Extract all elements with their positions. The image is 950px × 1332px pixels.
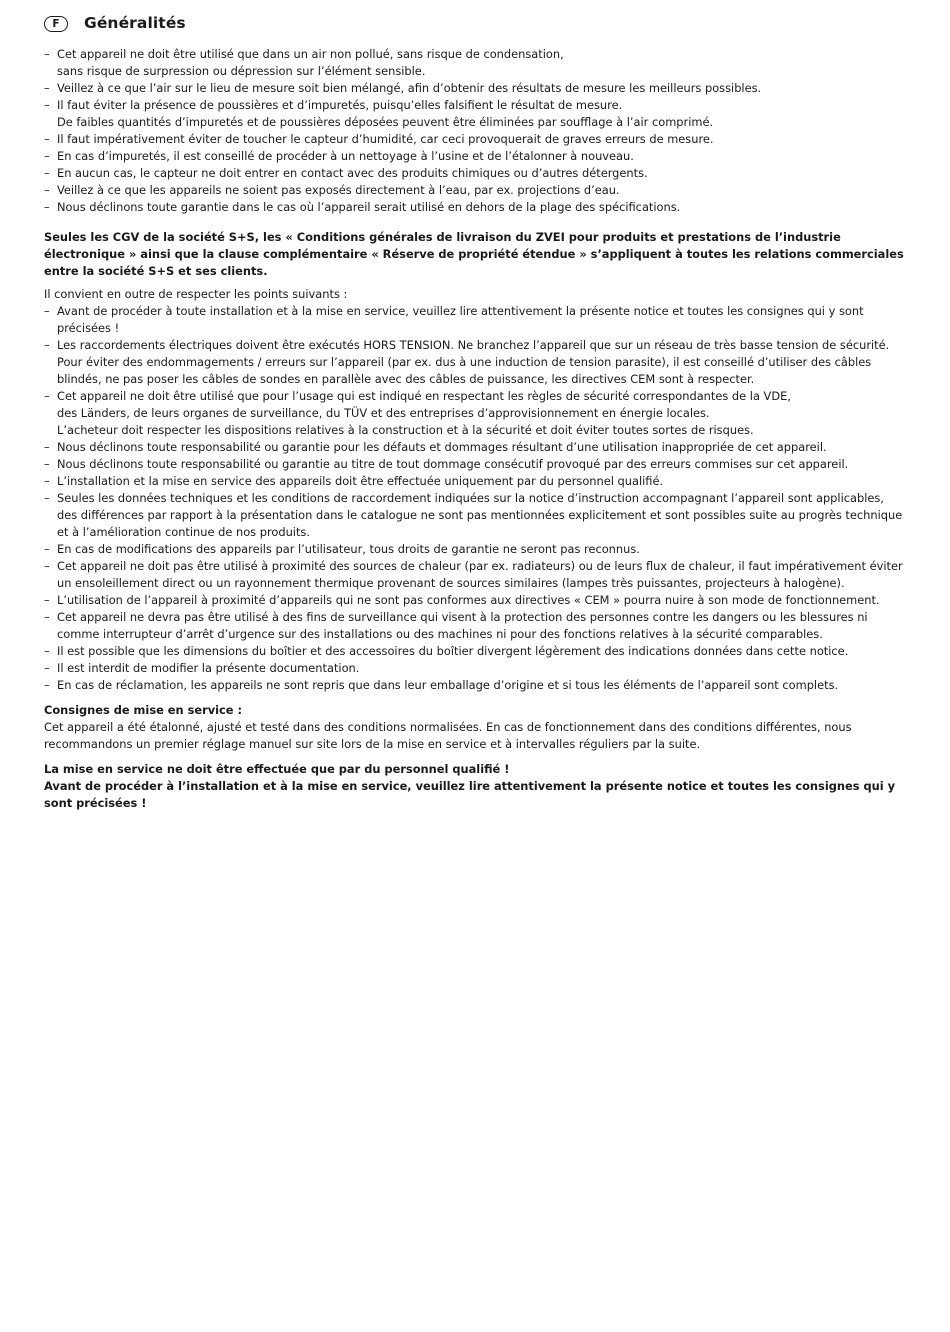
consignes-text: Cet appareil a été étalonné, ajusté et testé dans des conditions normalisées. En cas de fonctionnement dans des conditions différentes, nous recommandons un premier réglage manuel sur site lors de la mise en service et à intervalles réguliers par la suite. <box>44 720 852 751</box>
points-intro: Il convient en outre de respecter les points suivants : <box>44 287 348 301</box>
final-notice <box>44 761 906 812</box>
list-item: – Seules les données techniques et les conditions de raccordement indiquées sur la notice d’instruction accompagnant l’appareil sont applicables, des différences par rapport à la présentation dans le catalogue ne sont pas mentionnées explicitement et sont possibles suite au progrès technique et à l’amélioration continue de nos produits. <box>44 490 906 541</box>
language-badge: F <box>44 16 68 32</box>
list-item: – Nous déclinons toute responsabilité ou garantie au titre de tout dommage consécutif provoqué par des erreurs commises sur cet appareil. <box>44 456 906 473</box>
list-item: – Veillez à ce que les appareils ne soient pas exposés directement à l’eau, par ex. projections d’eau. <box>44 182 906 199</box>
list-item: – Cet appareil ne devra pas être utilisé à des fins de surveillance qui visent à la protection des personnes contre les dangers ou les blessures ni comme interrupteur d’arrêt d’urgence sur des installations ou des machines ni pour des fonctions relatives à la sécurité comparables. <box>44 609 906 643</box>
section-header <box>44 0 906 46</box>
list-item: – L’utilisation de l’appareil à proximité d’appareils qui ne sont pas conformes aux directives « CEM » pourra nuire à son mode de fonctionnement. <box>44 592 906 609</box>
general-precautions-list <box>44 46 906 216</box>
list-item: – Nous déclinons toute responsabilité ou garantie pour les défauts et dommages résultant d’une utilisation inappropriée de cet appareil. <box>44 439 906 456</box>
list-item: – Cet appareil ne doit être utilisé que dans un air non pollué, sans risque de condensation, sans risque de surpression ou dépression sur l’élément sensible. <box>44 46 906 80</box>
points-list <box>44 303 906 694</box>
list-item: – Les raccordements électriques doivent être exécutés HORS TENSION. Ne branchez l’appareil que sur un réseau de très basse tension de sécurité. Pour éviter des endommagements / erreurs sur l’appareil (par ex. dus à une induction de tension parasite), il est conseillé d’utiliser des câbles blindés, ne pas poser les câbles de sondes en parallèle avec des câbles de puissance, les directives CEM sont à respecter. <box>44 337 906 388</box>
page-title: Généralités <box>84 14 186 32</box>
list-item: – En cas d’impuretés, il est conseillé de procéder à un nettoyage à l’usine et de l’étalonner à nouveau. <box>44 148 906 165</box>
list-item: – Il est possible que les dimensions du boîtier et des accessoires du boîtier divergent légèrement des indications données dans cette notice. <box>44 643 906 660</box>
list-item: – En aucun cas, le capteur ne doit entrer en contact avec des produits chimiques ou d’autres détergents. <box>44 165 906 182</box>
list-item: – Cet appareil ne doit pas être utilisé à proximité des sources de chaleur (par ex. radiateurs) ou de leurs flux de chaleur, il faut impérativement éviter un ensoleillement direct ou un rayonnement thermique provenant de sources similaires (lampes très puissantes, projecteurs à halogène). <box>44 558 906 592</box>
list-item: – Avant de procéder à toute installation et à la mise en service, veuillez lire attentivement la présente notice et toutes les consignes qui y sont précisées ! <box>44 303 906 337</box>
consignes-title: Consignes de mise en service : <box>44 703 243 717</box>
list-item: – Il faut impérativement éviter de toucher le capteur d’humidité, car ceci provoquerait de graves erreurs de mesure. <box>44 131 906 148</box>
final-notice-line: Avant de procéder à l’installation et à la mise en service, veuillez lire attentivement la présente notice et toutes les consignes qui y sont précisées ! <box>44 779 896 810</box>
final-notice-line: La mise en service ne doit être effectuée que par du personnel qualifié ! <box>44 762 510 776</box>
list-item: – En cas de modifications des appareils par l’utilisateur, tous droits de garantie ne seront pas reconnus. <box>44 541 906 558</box>
list-item: – Veillez à ce que l’air sur le lieu de mesure soit bien mélangé, afin d’obtenir des résultats de mesure les meilleurs possibles. <box>44 80 906 97</box>
list-item: – Il faut éviter la présence de poussières et d’impuretés, puisqu’elles falsifient le résultat de mesure. De faibles quantités d’impuretés et de poussières déposées peuvent être éliminées par soufflage à l’air comprimé. <box>44 97 906 131</box>
list-item: – En cas de réclamation, les appareils ne sont repris que dans leur emballage d’origine et si tous les éléments de l’appareil sont complets. <box>44 677 906 694</box>
list-item: – L’installation et la mise en service des appareils doit être effectuée uniquement par du personnel qualifié. <box>44 473 906 490</box>
list-item: – Cet appareil ne doit être utilisé que pour l’usage qui est indiqué en respectant les règles de sécurité correspondantes de la VDE, des Länders, de leurs organes de surveillance, du TÜV et des entreprises d’approvisionnement en énergie locales. L’acheteur doit respecter les dispositions relatives à la construction et à la sécurité et doit éviter toutes sortes de risques. <box>44 388 906 439</box>
list-item: – Il est interdit de modifier la présente documentation. <box>44 660 906 677</box>
cgv-notice: Seules les CGV de la société S+S, les « Conditions générales de livraison du ZVEI pour produits et prestations de l’industrie électronique » ainsi que la clause complémentaire « Réserve de propriété étendue » s’appliquent à toutes les relations commerciales entre la société S+S et ses clients. <box>44 230 904 278</box>
list-item: – Nous déclinons toute garantie dans le cas où l’appareil serait utilisé en dehors de la plage des spécifications. <box>44 199 906 216</box>
document-body <box>44 46 906 812</box>
